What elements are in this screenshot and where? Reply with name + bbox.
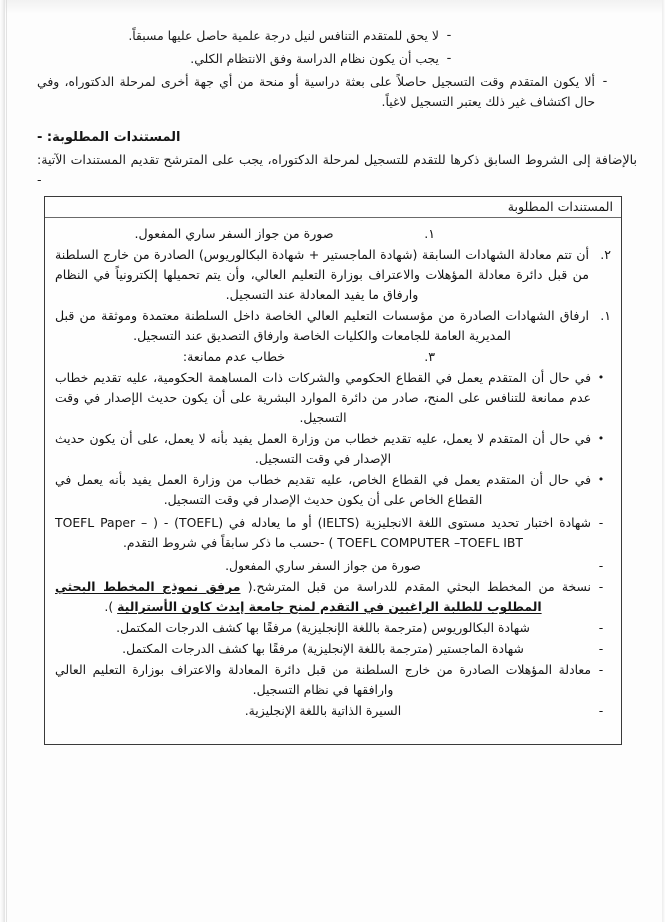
- dash-marker: -: [598, 641, 604, 656]
- table-row-text: السيرة الذاتية باللغة الإنجليزية.: [244, 703, 402, 718]
- research-proposal-note-bold: مرفق نموذج المخطط البحثي المطلوب للطلبة الراغبين في التقدم لمنح جامعة إيدث كاون الأسترالية: [55, 579, 542, 614]
- table-row: [55, 639, 611, 659]
- research-proposal-tail: ).: [104, 599, 114, 614]
- list-number-marker: ١.: [424, 226, 435, 241]
- table-row-text: خطاب عدم ممانعة:: [182, 349, 286, 364]
- table-row: [55, 224, 611, 244]
- table-body: [45, 218, 621, 744]
- table-row: [55, 347, 611, 367]
- dash-marker: -: [598, 515, 604, 530]
- table-row-text: شهادة الماجستير (مترجمة باللغة الإنجليزية) مرفقًا بها كشف الدرجات المكتمل.: [122, 641, 524, 656]
- table-row-text: [55, 513, 591, 553]
- required-documents-intro-paragraph: بالإضافة إلى الشروط السابق ذكرها للتقدم للتسجيل لمرحلة الدكتوراه، يجب على المترشح تقديم المستندات الآتية: -: [37, 152, 637, 187]
- table-row-text: في حال أن المتقدم يعمل في القطاع الخاص، عليه تقديم خطاب من وزارة العمل يفيد بأنه يعمل في القطاع الخاص على أن يكون حديث الإصدار في وقت التسجيل.: [55, 472, 591, 507]
- list-item-text: ألا يكون المتقدم وقت التسجيل حاصلاً على بعثة دراسية أو منحة من أي جهة أخرى لمرحلة الدكتوراه، وفي حال اكتشاف غير ذلك يعتبر التسجيل لاغياً.: [37, 74, 595, 109]
- list-number-marker: ٣.: [424, 349, 435, 364]
- english-test-text-after: ) -حسب ما ذكر سابقاً في شروط التقدم.: [122, 535, 334, 550]
- list-item-text: يجب أن يكون نظام الدراسة وفق الانتظام الكلي.: [190, 51, 439, 66]
- scan-edge-shading-left: [0, 0, 5, 922]
- list-item: [37, 72, 615, 112]
- list-number-marker: ١.: [600, 308, 611, 323]
- table-row-text: صورة من جواز السفر ساري المفعول.: [225, 558, 421, 573]
- table-row: [55, 470, 611, 510]
- dash-marker: -: [446, 28, 452, 43]
- table-row: [55, 556, 611, 576]
- scan-edge-line: [6, 0, 7, 922]
- table-row-text: صورة من جواز السفر ساري المفعول.: [134, 226, 334, 241]
- table-header-cell: المستندات المطلوبة: [45, 197, 621, 218]
- list-item: [59, 49, 459, 69]
- table-row-text: [55, 577, 591, 617]
- english-test-latin-codes: Paper –TOEFL COMPUTER –TOEFL IBT: [100, 515, 524, 550]
- required-documents-heading: [37, 130, 637, 145]
- intro-conditions-list: [37, 26, 637, 115]
- dash-marker: -: [598, 579, 604, 594]
- english-test-text-before: شهادة اختبار تحديد مستوى اللغة الانجليزية (IELTS) أو ما يعادله في (TOEFL) - ( TOEFL: [55, 515, 591, 530]
- dash-marker: -: [602, 74, 608, 89]
- table-row: [55, 245, 611, 305]
- table-row: [55, 618, 611, 638]
- required-documents-table: [44, 196, 622, 745]
- dash-marker: -: [598, 662, 604, 677]
- table-row-text: في حال أن المتقدم يعمل في القطاع الحكومي والشركات ذات المساهمة الحكومية، عليه تقديم خطاب عدم ممانعة للتنافس على المنح، صادر من دائرة الموارد البشرية على أن يكون حديث الإصدار في وقت التسجيل.: [55, 370, 591, 425]
- table-row-text: ارفاق الشهادات الصادرة من مؤسسات التعليم العالي الخاصة داخل السلطنة معتمدة وموثقة من قبل المديرية العامة للجامعات والكليات الخاصة وارفاق التصديق عند التسجيل.: [55, 308, 589, 343]
- required-documents-heading-text: المستندات المطلوبة: -: [37, 130, 181, 145]
- dash-marker: -: [446, 51, 452, 66]
- list-item-text: لا يحق للمتقدم التنافس لنيل درجة علمية حاصل عليها مسبقاً.: [128, 28, 439, 43]
- scan-top-shading: [0, 0, 665, 14]
- table-row: [55, 368, 611, 428]
- table-row: [55, 701, 611, 721]
- table-row-text: أن تتم معادلة الشهادات السابقة (شهادة الماجستير + شهادة البكالوريوس) الصادرة من خارج السلطنة من قبل دائرة معادلة المؤهلات والاعتراف بوزارة التعليم العالي، وأن يتم تحميلها إلكترونياً في النظام وارفاق ما يفيد المعادلة عند التسجيل.: [55, 247, 589, 302]
- bullet-marker: •: [597, 432, 605, 445]
- table-row: [55, 513, 611, 553]
- research-proposal-text: نسخة من المخطط البحثي المقدم للدراسة من قبل المترشح.(: [247, 579, 591, 594]
- table-row-text: في حال أن المتقدم لا يعمل، عليه تقديم خطاب من وزارة العمل يفيد بأنه لا يعمل، على أن يكون حديث الإصدار في وقت التسجيل.: [55, 431, 591, 466]
- bullet-marker: •: [597, 371, 605, 384]
- list-item: [59, 26, 459, 46]
- dash-marker: -: [598, 703, 604, 718]
- table-row: [55, 577, 611, 617]
- table-row: [55, 429, 611, 469]
- dash-marker: -: [598, 620, 604, 635]
- dash-marker: -: [598, 558, 604, 573]
- table-row: [55, 660, 611, 700]
- bullet-marker: •: [597, 473, 605, 486]
- table-row-text: معادلة المؤهلات الصادرة من خارج السلطنة من قبل دائرة المعادلة والاعتراف بوزارة التعليم العالي وارافقها في نظام التسجيل.: [55, 662, 591, 697]
- list-number-marker: ٢.: [600, 247, 611, 262]
- table-row: [55, 306, 611, 346]
- table-row-text: شهادة البكالوريوس (مترجمة باللغة الإنجليزية) مرفقًا بها كشف الدرجات المكتمل.: [116, 620, 530, 635]
